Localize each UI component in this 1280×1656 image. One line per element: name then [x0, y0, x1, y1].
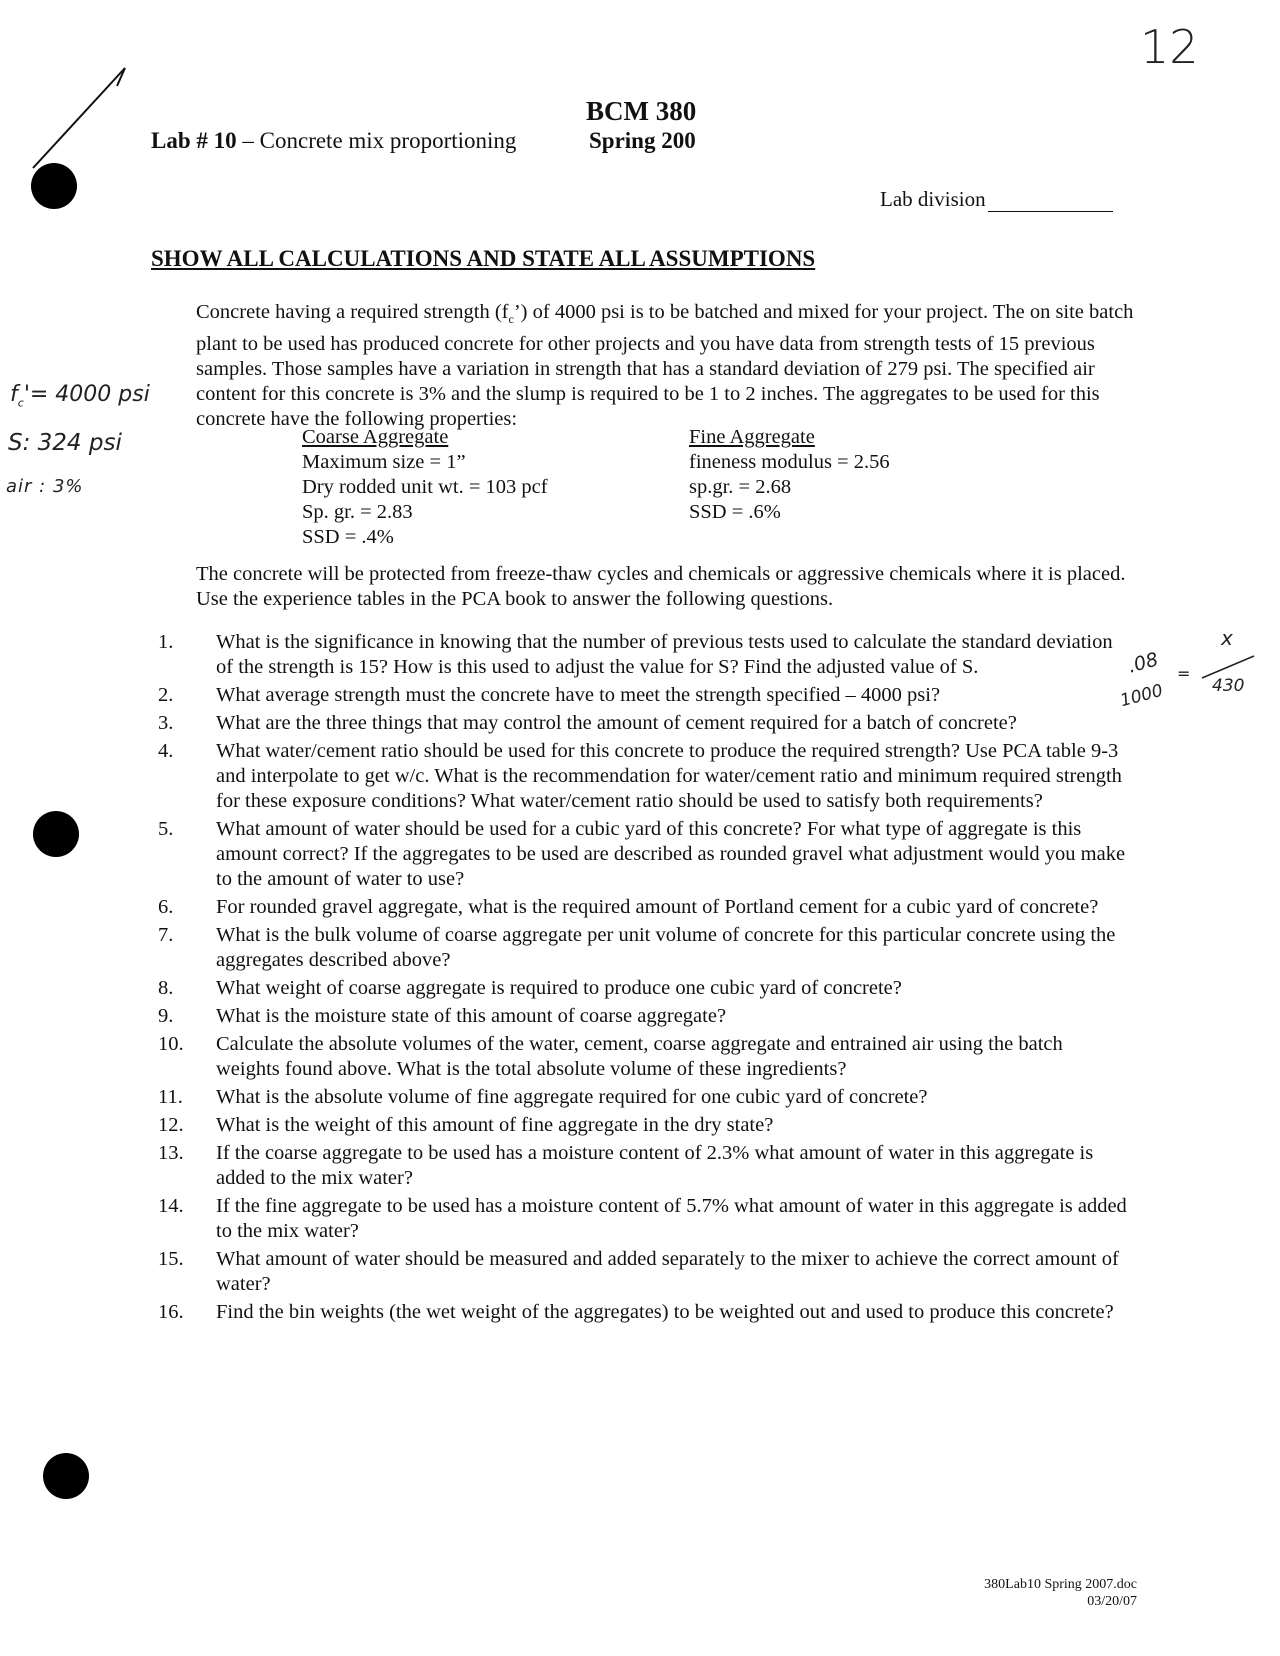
coarse-aggregate-item: Sp. gr. = 2.83 [302, 501, 413, 523]
fine-aggregate-block [689, 425, 890, 525]
handwritten-fc-note [10, 382, 150, 409]
punch-hole-middle [33, 811, 79, 857]
handwritten-ratio-denominator: 1000 [1118, 680, 1166, 712]
question-text: For rounded gravel aggregate, what is the required amount of Portland cement for a cubic yard of concrete? [216, 896, 1099, 918]
question-number: 4. [158, 740, 174, 762]
handwritten-ratio-numerator: .08 [1125, 648, 1161, 678]
handwritten-x: x [1221, 626, 1233, 650]
question-text: What average strength must the concrete have to meet the strength specified – 4000 psi? [216, 684, 941, 706]
intro-text-2: ’) of 4000 psi is to be batched and mixed for your project. The on site batch plant to be used has produced concrete for other projects and you have data from strength tests of 15 previous samples. Those samples have a variation in strength that has a standard deviation of 279 psi. The specified air content for this concrete is 3% and the slump is required to be 1 to 2 inches. The aggregates to be used for this concrete have the following properties: [196, 301, 1134, 431]
question-text: If the fine aggregate to be used has a moisture content of 5.7% what amount of water in this aggregate is added to the mix water? [216, 1195, 1127, 1242]
handwritten-fc-subscript: c [17, 396, 24, 410]
question-item [150, 630, 1130, 680]
question-text: Calculate the absolute volumes of the water, cement, coarse aggregate and entrained air using the batch weights found above. What is the total absolute volume of these ingredients? [216, 1033, 1063, 1080]
question-number: 3. [158, 712, 174, 734]
question-item [150, 1247, 1130, 1297]
coarse-aggregate-heading: Coarse Aggregate [302, 426, 449, 448]
coarse-aggregate-item: Dry rodded unit wt. = 103 pcf [302, 476, 548, 498]
lab-division-label: Lab division [880, 187, 986, 211]
instructions-heading: SHOW ALL CALCULATIONS AND STATE ALL ASSUMPTIONS [151, 246, 816, 271]
question-item [150, 817, 1130, 892]
question-item [150, 1141, 1130, 1191]
course-code: BCM 380 [586, 96, 697, 126]
pen-slash-mark [25, 60, 135, 175]
question-number: 8. [158, 977, 174, 999]
question-number: 9. [158, 1005, 174, 1027]
question-item [150, 1085, 1130, 1110]
question-item [150, 895, 1130, 920]
question-item [150, 711, 1130, 736]
lab-topic: – Concrete mix proportioning [236, 128, 517, 153]
question-list [150, 630, 1130, 1328]
question-text: What weight of coarse aggregate is required to produce one cubic yard of concrete? [216, 977, 902, 999]
question-number: 14. [158, 1195, 184, 1217]
fine-aggregate-item: fineness modulus = 2.56 [689, 451, 890, 473]
coarse-aggregate-item: SSD = .4% [302, 526, 394, 548]
question-number: 11. [158, 1086, 183, 1108]
lab-title [151, 128, 516, 154]
question-text: What is the weight of this amount of fine aggregate in the dry state? [216, 1114, 774, 1136]
intro-subscript: c [508, 312, 514, 327]
question-item [150, 1004, 1130, 1029]
question-number: 16. [158, 1301, 184, 1323]
handwritten-fc-symbol: f [10, 382, 18, 407]
question-number: 7. [158, 924, 174, 946]
question-number: 6. [158, 896, 174, 918]
question-item [150, 739, 1130, 814]
question-number: 5. [158, 818, 174, 840]
question-number: 12. [158, 1114, 184, 1136]
question-item [150, 976, 1130, 1001]
question-text: What is the absolute volume of fine aggregate required for one cubic yard of concrete? [216, 1086, 928, 1108]
coarse-aggregate-item: Maximum size = 1” [302, 451, 466, 473]
footer-filename: 380Lab10 Spring 2007.doc [984, 1577, 1137, 1592]
question-text: What is the significance in knowing that the number of previous tests used to calculate the standard deviation of the strength is 15? How is this used to adjust the value for S? Find the adjusted value of S. [216, 631, 1113, 678]
exposure-statement: The concrete will be protected from freeze-thaw cycles and chemicals or aggressive chemicals where it is placed. Use the experience tables in the PCA book to answer the following questions. [196, 563, 1126, 610]
footer-date: 03/20/07 [1087, 1594, 1137, 1609]
question-text: What are the three things that may control the amount of cement required for a batch of concrete? [216, 712, 1017, 734]
question-item [150, 923, 1130, 973]
fine-aggregate-heading: Fine Aggregate [689, 426, 815, 448]
question-number: 13. [158, 1142, 184, 1164]
question-text: What amount of water should be measured and added separately to the mixer to achieve the correct amount of water? [216, 1248, 1119, 1295]
lab-number: Lab # 10 [151, 128, 237, 153]
question-item [150, 1300, 1130, 1325]
intro-text-1: Concrete having a required strength (f [196, 301, 509, 323]
semester: Spring 200 [589, 128, 696, 153]
fine-aggregate-item: SSD = .6% [689, 501, 781, 523]
lab-division [880, 187, 1113, 212]
handwritten-s-note: S: 324 psi [8, 430, 122, 456]
punch-hole-bottom [43, 1453, 89, 1499]
problem-statement [196, 300, 1146, 432]
question-text: What is the moisture state of this amount of coarse aggregate? [216, 1005, 727, 1027]
question-item [150, 1113, 1130, 1138]
question-number: 15. [158, 1248, 184, 1270]
question-text: What water/cement ratio should be used for this concrete to produce the required strength? Use PCA table 9-3 and interpolate to get w/c. What is the recommendation for water/cement ratio and minimum required strength for these exposure conditions? What water/cement ratio should be used to satisfy both requirements? [216, 740, 1122, 812]
question-number: 1. [158, 631, 174, 653]
fine-aggregate-item: sp.gr. = 2.68 [689, 476, 792, 498]
question-text: Find the bin weights (the wet weight of the aggregates) to be weighted out and used to produce this concrete? [216, 1301, 1114, 1323]
handwritten-page-mark: 12 [1140, 20, 1199, 74]
lab-division-field[interactable] [988, 193, 1113, 212]
handwritten-air-note: air : 3% [6, 476, 84, 497]
handwritten-fc-value: '= 4000 psi [23, 382, 150, 407]
question-text: What is the bulk volume of coarse aggregate per unit volume of concrete for this particular concrete using the aggregates described above? [216, 924, 1116, 971]
question-item [150, 1032, 1130, 1082]
question-number: 2. [158, 684, 174, 706]
coarse-aggregate-block [302, 425, 548, 550]
handwritten-x-denominator: 430 [1212, 676, 1245, 696]
question-number: 10. [158, 1033, 184, 1055]
question-text: What amount of water should be used for a cubic yard of this concrete? For what type of aggregate is this amount correct? If the aggregates to be used are described as rounded gravel what adjustment would you make to the amount of water to use? [216, 818, 1126, 890]
question-item [150, 683, 1130, 708]
document-footer [984, 1576, 1137, 1610]
question-text: If the coarse aggregate to be used has a moisture content of 2.3% what amount of water in this aggregate is added to the mix water? [216, 1142, 1094, 1189]
question-item [150, 1194, 1130, 1244]
handwritten-equals: = [1177, 664, 1191, 683]
